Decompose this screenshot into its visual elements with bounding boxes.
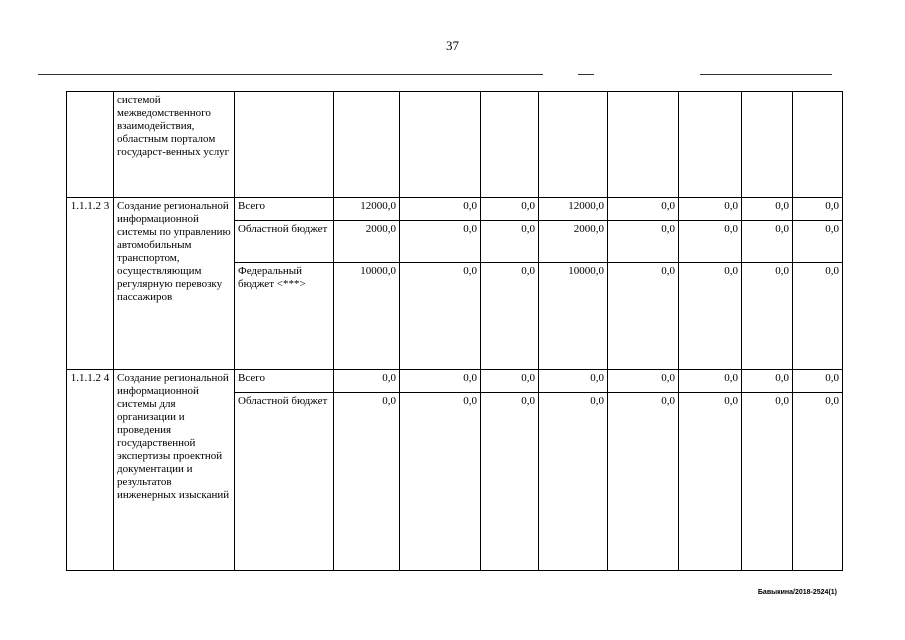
item-description: Создание региональной информационной системы для организации и проведения государственной экспертизы проектной документации и результатов инженерных изысканий [114,370,235,571]
value-cell: 0,0 [742,370,793,393]
value-cell: 0,0 [608,393,679,571]
value-cell: 10000,0 [539,263,608,370]
item-code: 1.1.1.2 4 [67,370,114,571]
value-cell: 0,0 [742,198,793,221]
value-cell: 0,0 [679,370,742,393]
header-rule-middle [578,74,594,75]
value-cell [400,92,481,198]
value-cell: 0,0 [793,198,843,221]
item-description: Создание региональной информационной системы по управлению автомобильным транспортом, осуществляющим регулярную перевозку пассажиров [114,198,235,370]
value-cell [539,92,608,198]
value-cell [793,92,843,198]
value-cell: 0,0 [334,370,400,393]
table-row [67,92,843,198]
value-cell: 0,0 [400,263,481,370]
value-cell: 0,0 [608,198,679,221]
value-cell: 0,0 [608,221,679,263]
page-number: 37 [446,38,459,53]
value-cell: 0,0 [539,370,608,393]
funding-source: Всего [235,370,334,393]
value-cell: 0,0 [481,263,539,370]
value-cell [608,92,679,198]
funding-source: Всего [235,198,334,221]
value-cell: 0,0 [608,263,679,370]
value-cell: 0,0 [679,263,742,370]
budget-table [66,91,843,571]
value-cell: 0,0 [400,393,481,571]
value-cell: 10000,0 [334,263,400,370]
value-cell: 0,0 [481,221,539,263]
table-row [67,370,843,393]
header-rule-right [700,74,832,75]
value-cell: 0,0 [679,198,742,221]
value-cell: 0,0 [742,263,793,370]
value-cell: 12000,0 [539,198,608,221]
value-cell [334,92,400,198]
value-cell: 0,0 [481,393,539,571]
value-cell: 2000,0 [539,221,608,263]
value-cell: 0,0 [334,393,400,571]
description-cell: системой межведомственного взаимодействия, областным порталом государст-венных услуг [114,92,235,198]
item-code: 1.1.1.2 3 [67,198,114,370]
value-cell [679,92,742,198]
value-cell: 0,0 [539,393,608,571]
value-cell: 0,0 [679,221,742,263]
value-cell: 0,0 [481,198,539,221]
table-row [67,198,843,221]
source-cell [235,92,334,198]
header-rule-left [38,74,543,75]
value-cell: 0,0 [742,393,793,571]
document-reference: Бавыкина/2018-2524(1) [757,589,837,596]
value-cell: 0,0 [400,221,481,263]
funding-source: Федеральный бюджет <***> [235,263,334,370]
value-cell: 0,0 [608,370,679,393]
value-cell [481,92,539,198]
value-cell: 2000,0 [334,221,400,263]
value-cell [742,92,793,198]
funding-source: Областной бюджет [235,221,334,263]
value-cell: 0,0 [400,198,481,221]
code-cell [67,92,114,198]
value-cell: 0,0 [793,370,843,393]
value-cell: 0,0 [481,370,539,393]
value-cell: 0,0 [400,370,481,393]
value-cell: 0,0 [793,393,843,571]
value-cell: 0,0 [679,393,742,571]
funding-source: Областной бюджет [235,393,334,571]
value-cell: 12000,0 [334,198,400,221]
value-cell: 0,0 [742,221,793,263]
value-cell: 0,0 [793,263,843,370]
value-cell: 0,0 [793,221,843,263]
